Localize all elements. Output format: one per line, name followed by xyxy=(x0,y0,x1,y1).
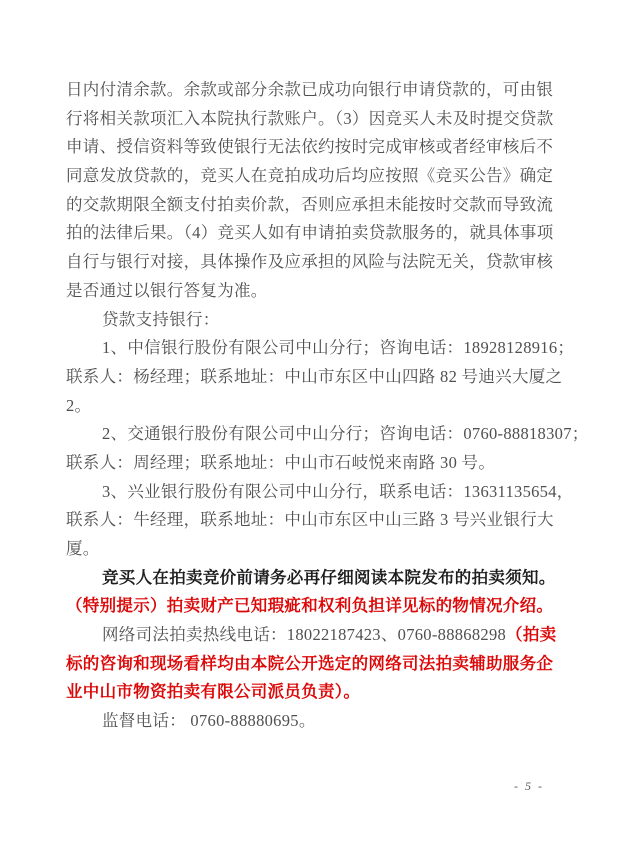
text-line xyxy=(66,133,566,162)
text-line xyxy=(66,162,566,191)
text-line xyxy=(66,650,566,679)
text-line xyxy=(66,506,566,535)
text-line xyxy=(66,392,566,421)
text-line xyxy=(66,76,566,105)
text-line xyxy=(66,334,575,363)
body-text: 行将相关款项汇入本院执行款账户。（3）因竞买人未及时提交贷款 xyxy=(66,108,554,128)
red-emphasis-text: （拍卖 xyxy=(506,626,557,645)
body-text: 网络司法拍卖热线电话：18022187423、0760-88868298 xyxy=(102,625,507,645)
red-emphasis-text: 业中山市物资拍卖有限公司派员负责）。 xyxy=(66,683,361,702)
text-line xyxy=(66,306,566,335)
text-line xyxy=(66,678,566,707)
bold-notice-text: 竞买人在拍卖竞价前请务必再仔细阅读本院发布的拍卖须知。 xyxy=(102,568,556,587)
body-text: 是否通过以银行答复为准。 xyxy=(66,280,268,300)
body-text: 日内付清余款。余款或部分余款已成功向银行申请贷款的，可由银 xyxy=(66,80,554,99)
red-emphasis-text: 标的咨询和现场看样均由本院公开选定的网络司法拍卖辅助服务企 xyxy=(66,654,554,673)
body-text: 同意发放贷款的，竞买人在竞拍成功后均应按照《竞买公告》确定 xyxy=(66,166,554,186)
text-line xyxy=(66,219,566,248)
body-text: 联系人：牛经理，联系地址：中山市东区中山三路 3 号兴业银行大 xyxy=(66,510,554,530)
body-text: 2。 xyxy=(66,395,92,415)
body-text: 监督电话： 0760-88880695。 xyxy=(102,711,316,731)
text-line xyxy=(66,363,566,392)
text-line xyxy=(66,105,566,134)
text-line xyxy=(66,564,566,593)
text-line xyxy=(66,191,566,220)
text-line xyxy=(66,449,566,478)
text-line xyxy=(66,248,566,277)
body-text: 3、兴业银行股份有限公司中山分行，联系电话：13631135654， xyxy=(102,481,574,501)
document-body xyxy=(66,76,589,736)
text-line xyxy=(66,621,566,650)
body-text: 的交款期限全额支付拍卖价款，否则应承担未能按时交款而导致流 xyxy=(66,194,554,214)
page-number: - 5 - xyxy=(514,779,544,793)
text-line xyxy=(66,277,566,306)
text-line xyxy=(66,592,566,621)
body-text: 联系人：杨经理；联系地址：中山市东区中山四路 82 号迪兴大厦之 xyxy=(66,366,563,386)
red-emphasis-text: （特别提示）拍卖财产已知瑕疵和权利负担详见标的物情况介绍。 xyxy=(66,597,554,616)
body-text: 厦。 xyxy=(66,539,100,558)
body-text: 贷款支持银行： xyxy=(102,309,220,329)
text-line xyxy=(66,420,589,449)
body-text: 申请、授信资料等致使银行无法依约按时完成审核或者经审核后不 xyxy=(66,137,554,157)
text-line xyxy=(66,478,574,507)
body-text: 1、中信银行股份有限公司中山分行；咨询电话：18928128916； xyxy=(102,338,575,358)
body-text: 2、交通银行股份有限公司中山分行；咨询电话：0760-88818307； xyxy=(102,424,589,444)
body-text: 自行与银行对接，具体操作及应承担的风险与法院无关，贷款审核 xyxy=(66,252,554,272)
text-line xyxy=(66,707,566,736)
body-text: 联系人：周经理；联系地址：中山市石岐悦来南路 30 号。 xyxy=(66,452,496,472)
text-line xyxy=(66,535,566,564)
body-text: 拍的法律后果。（4）竞买人如有申请拍卖贷款服务的，就具体事项 xyxy=(66,223,554,243)
